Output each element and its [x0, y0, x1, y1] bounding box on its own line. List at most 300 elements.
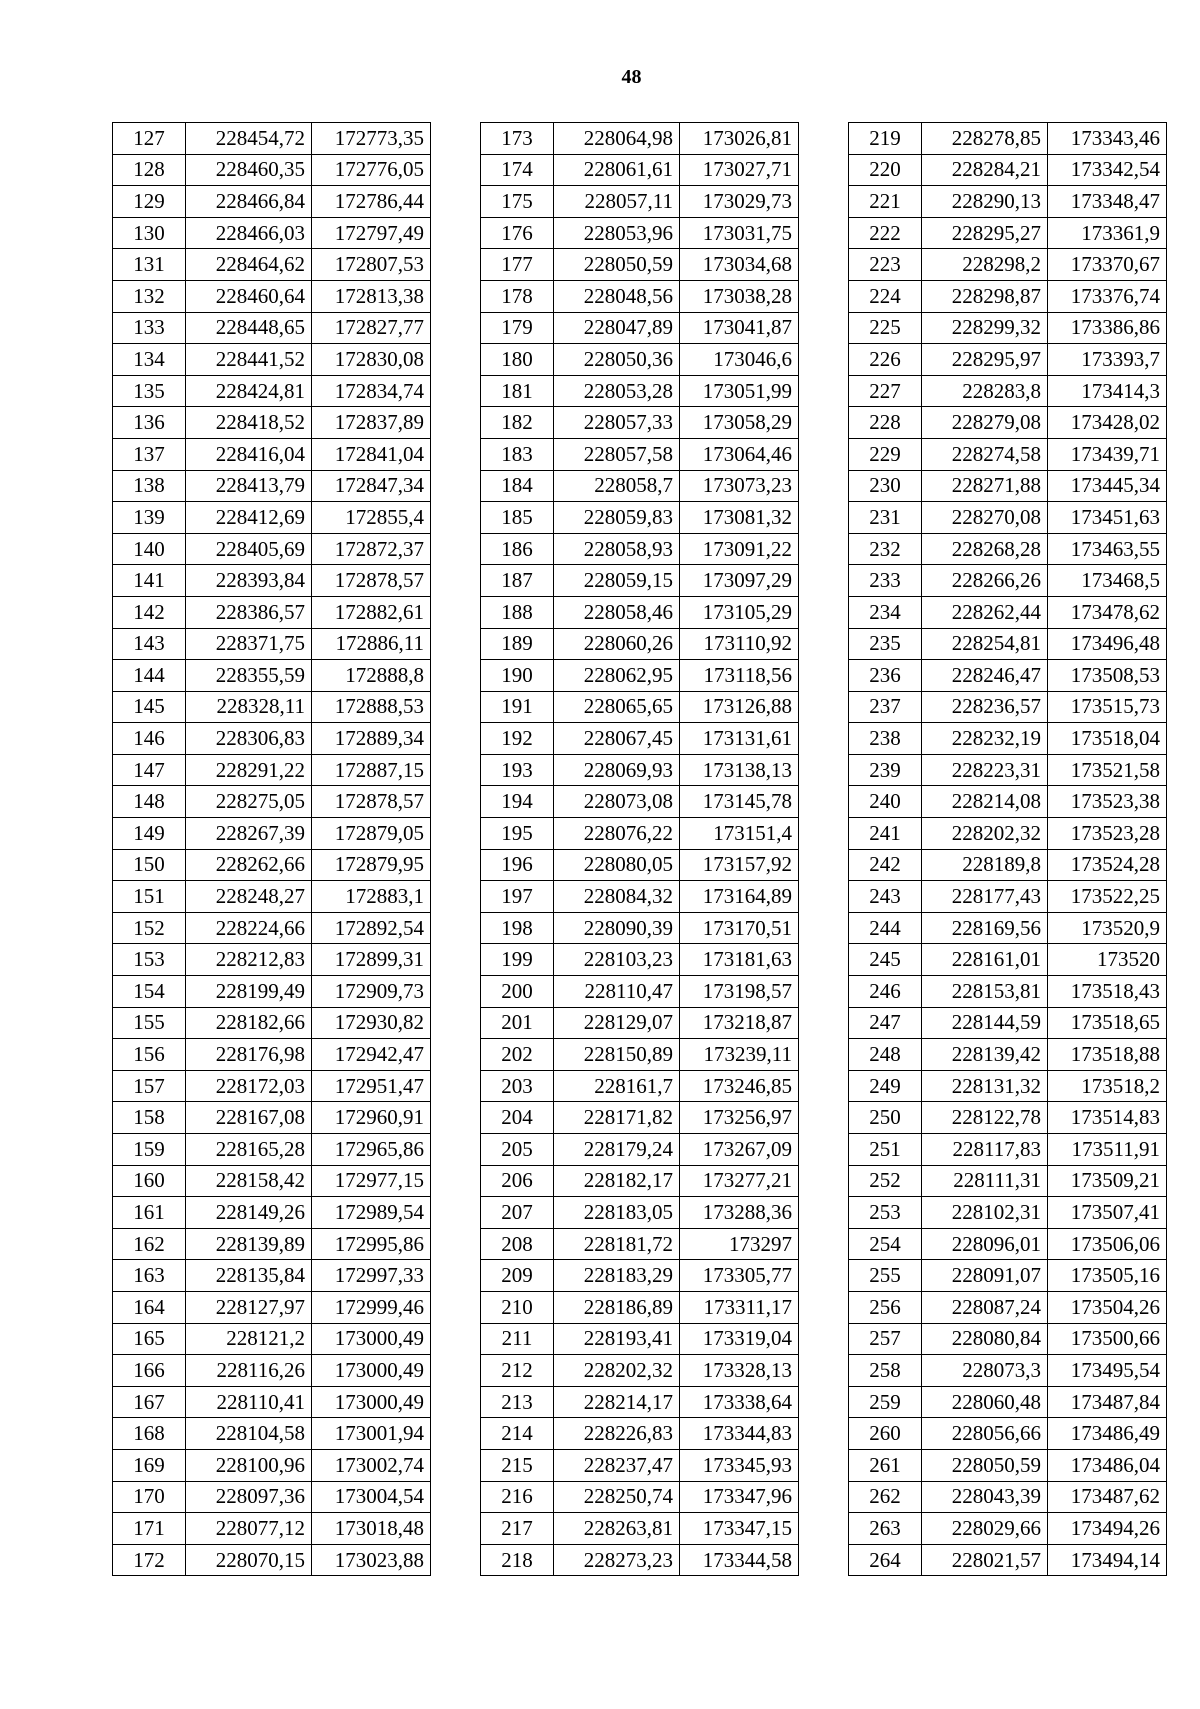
table-row [113, 1039, 431, 1071]
x-coordinate-cell: 228117,83 [922, 1134, 1048, 1166]
x-coordinate-cell: 228298,2 [922, 249, 1048, 281]
y-coordinate-cell: 173018,48 [312, 1513, 431, 1545]
point-number-cell: 173 [481, 123, 554, 155]
x-coordinate-cell: 228266,26 [922, 565, 1048, 597]
x-coordinate-cell: 228246,47 [922, 660, 1048, 692]
point-number-cell: 208 [481, 1228, 554, 1260]
y-coordinate-cell: 173347,15 [680, 1513, 799, 1545]
x-coordinate-cell: 228110,47 [554, 976, 680, 1008]
point-number-cell: 235 [849, 628, 922, 660]
x-coordinate-cell: 228278,85 [922, 123, 1048, 155]
table-row [481, 1323, 799, 1355]
y-coordinate-cell: 173521,58 [1048, 754, 1167, 786]
point-number-cell: 260 [849, 1418, 922, 1450]
point-number-cell: 206 [481, 1165, 554, 1197]
x-coordinate-cell: 228073,3 [922, 1355, 1048, 1387]
y-coordinate-cell: 173518,2 [1048, 1070, 1167, 1102]
x-coordinate-cell: 228460,35 [186, 154, 312, 186]
x-coordinate-cell: 228176,98 [186, 1039, 312, 1071]
x-coordinate-cell: 228202,32 [922, 818, 1048, 850]
point-number-cell: 141 [113, 565, 186, 597]
point-number-cell: 198 [481, 912, 554, 944]
point-number-cell: 217 [481, 1513, 554, 1545]
table-row [849, 312, 1167, 344]
point-number-cell: 169 [113, 1449, 186, 1481]
y-coordinate-cell: 172995,86 [312, 1228, 431, 1260]
point-number-cell: 156 [113, 1039, 186, 1071]
table-row [849, 533, 1167, 565]
point-number-cell: 183 [481, 438, 554, 470]
table-row [481, 1481, 799, 1513]
table-row [481, 786, 799, 818]
x-coordinate-cell: 228050,59 [554, 249, 680, 281]
point-number-cell: 162 [113, 1228, 186, 1260]
point-number-cell: 257 [849, 1323, 922, 1355]
table-row [849, 1544, 1167, 1576]
x-coordinate-cell: 228283,8 [922, 375, 1048, 407]
point-number-cell: 178 [481, 280, 554, 312]
y-coordinate-cell: 173000,49 [312, 1323, 431, 1355]
x-coordinate-cell: 228121,2 [186, 1323, 312, 1355]
table-row [113, 818, 431, 850]
y-coordinate-cell: 173328,13 [680, 1355, 799, 1387]
y-coordinate-cell: 173370,67 [1048, 249, 1167, 281]
x-coordinate-cell: 228053,28 [554, 375, 680, 407]
point-number-cell: 246 [849, 976, 922, 1008]
point-number-cell: 249 [849, 1070, 922, 1102]
y-coordinate-cell: 173256,97 [680, 1102, 799, 1134]
point-number-cell: 144 [113, 660, 186, 692]
x-coordinate-cell: 228057,33 [554, 407, 680, 439]
table-row [849, 280, 1167, 312]
point-number-cell: 211 [481, 1323, 554, 1355]
table-row [113, 312, 431, 344]
y-coordinate-cell: 173515,73 [1048, 691, 1167, 723]
table-row [113, 1102, 431, 1134]
table-row [113, 912, 431, 944]
point-number-cell: 234 [849, 596, 922, 628]
y-coordinate-cell: 172786,44 [312, 186, 431, 218]
x-coordinate-cell: 228161,01 [922, 944, 1048, 976]
point-number-cell: 146 [113, 723, 186, 755]
table-row [481, 217, 799, 249]
x-coordinate-cell: 228050,36 [554, 344, 680, 376]
y-coordinate-cell: 173518,04 [1048, 723, 1167, 755]
point-number-cell: 207 [481, 1197, 554, 1229]
y-coordinate-cell: 172847,34 [312, 470, 431, 502]
table-row [849, 754, 1167, 786]
x-coordinate-cell: 228181,72 [554, 1228, 680, 1260]
y-coordinate-cell: 173343,46 [1048, 123, 1167, 155]
table-row [481, 565, 799, 597]
y-coordinate-cell: 173110,92 [680, 628, 799, 660]
table-row [113, 375, 431, 407]
x-coordinate-cell: 228177,43 [922, 881, 1048, 913]
table-row [481, 1134, 799, 1166]
table-row [849, 723, 1167, 755]
table-row [849, 818, 1167, 850]
point-number-cell: 163 [113, 1260, 186, 1292]
x-coordinate-cell: 228076,22 [554, 818, 680, 850]
x-coordinate-cell: 228058,7 [554, 470, 680, 502]
y-coordinate-cell: 172899,31 [312, 944, 431, 976]
table-row [849, 1291, 1167, 1323]
x-coordinate-cell: 228248,27 [186, 881, 312, 913]
y-coordinate-cell: 173386,86 [1048, 312, 1167, 344]
table-row [113, 881, 431, 913]
x-coordinate-cell: 228103,23 [554, 944, 680, 976]
x-coordinate-cell: 228077,12 [186, 1513, 312, 1545]
x-coordinate-cell: 228299,32 [922, 312, 1048, 344]
x-coordinate-cell: 228110,41 [186, 1386, 312, 1418]
y-coordinate-cell: 173118,56 [680, 660, 799, 692]
point-number-cell: 136 [113, 407, 186, 439]
table-row [849, 1039, 1167, 1071]
table-row [849, 123, 1167, 155]
table-row [113, 1134, 431, 1166]
x-coordinate-cell: 228254,81 [922, 628, 1048, 660]
point-number-cell: 140 [113, 533, 186, 565]
y-coordinate-cell: 173000,49 [312, 1386, 431, 1418]
x-coordinate-cell: 228371,75 [186, 628, 312, 660]
point-number-cell: 263 [849, 1513, 922, 1545]
x-coordinate-cell: 228161,7 [554, 1070, 680, 1102]
point-number-cell: 187 [481, 565, 554, 597]
x-coordinate-cell: 228182,17 [554, 1165, 680, 1197]
point-number-cell: 132 [113, 280, 186, 312]
y-coordinate-cell: 172837,89 [312, 407, 431, 439]
y-coordinate-cell: 173445,34 [1048, 470, 1167, 502]
table-row [481, 881, 799, 913]
y-coordinate-cell: 173518,43 [1048, 976, 1167, 1008]
y-coordinate-cell: 173486,04 [1048, 1449, 1167, 1481]
x-coordinate-cell: 228047,89 [554, 312, 680, 344]
table-row [849, 1386, 1167, 1418]
point-number-cell: 174 [481, 154, 554, 186]
table-row [113, 249, 431, 281]
table-row [113, 186, 431, 218]
y-coordinate-cell: 172997,33 [312, 1260, 431, 1292]
point-number-cell: 250 [849, 1102, 922, 1134]
x-coordinate-cell: 228043,39 [922, 1481, 1048, 1513]
y-coordinate-cell: 172797,49 [312, 217, 431, 249]
table-row [113, 1355, 431, 1387]
point-number-cell: 215 [481, 1449, 554, 1481]
y-coordinate-cell: 173508,53 [1048, 660, 1167, 692]
x-coordinate-cell: 228139,89 [186, 1228, 312, 1260]
y-coordinate-cell: 173451,63 [1048, 502, 1167, 534]
table-row [113, 502, 431, 534]
table-row [849, 154, 1167, 186]
x-coordinate-cell: 228262,66 [186, 849, 312, 881]
point-number-cell: 138 [113, 470, 186, 502]
x-coordinate-cell: 228056,66 [922, 1418, 1048, 1450]
x-coordinate-cell: 228057,58 [554, 438, 680, 470]
point-number-cell: 167 [113, 1386, 186, 1418]
point-number-cell: 129 [113, 186, 186, 218]
table-row [113, 344, 431, 376]
y-coordinate-cell: 172909,73 [312, 976, 431, 1008]
table-row [113, 1291, 431, 1323]
point-number-cell: 196 [481, 849, 554, 881]
table-row [113, 1418, 431, 1450]
x-coordinate-cell: 228060,48 [922, 1386, 1048, 1418]
y-coordinate-cell: 173348,47 [1048, 186, 1167, 218]
table-row [481, 375, 799, 407]
y-coordinate-cell: 173428,02 [1048, 407, 1167, 439]
point-number-cell: 171 [113, 1513, 186, 1545]
point-number-cell: 134 [113, 344, 186, 376]
point-number-cell: 139 [113, 502, 186, 534]
x-coordinate-cell: 228058,46 [554, 596, 680, 628]
table-row [113, 280, 431, 312]
y-coordinate-cell: 173181,63 [680, 944, 799, 976]
point-number-cell: 161 [113, 1197, 186, 1229]
y-coordinate-cell: 172889,34 [312, 723, 431, 755]
point-number-cell: 255 [849, 1260, 922, 1292]
x-coordinate-cell: 228116,26 [186, 1355, 312, 1387]
point-number-cell: 237 [849, 691, 922, 723]
y-coordinate-cell: 172878,57 [312, 565, 431, 597]
y-coordinate-cell: 173494,14 [1048, 1544, 1167, 1576]
x-coordinate-cell: 228135,84 [186, 1260, 312, 1292]
y-coordinate-cell: 172878,57 [312, 786, 431, 818]
point-number-cell: 165 [113, 1323, 186, 1355]
point-number-cell: 205 [481, 1134, 554, 1166]
point-number-cell: 233 [849, 565, 922, 597]
table-row [481, 1260, 799, 1292]
x-coordinate-cell: 228466,84 [186, 186, 312, 218]
y-coordinate-cell: 173131,61 [680, 723, 799, 755]
point-number-cell: 261 [849, 1449, 922, 1481]
y-coordinate-cell: 173344,83 [680, 1418, 799, 1450]
x-coordinate-cell: 228021,57 [922, 1544, 1048, 1576]
x-coordinate-cell: 228224,66 [186, 912, 312, 944]
y-coordinate-cell: 173342,54 [1048, 154, 1167, 186]
point-number-cell: 209 [481, 1260, 554, 1292]
x-coordinate-cell: 228064,98 [554, 123, 680, 155]
point-number-cell: 148 [113, 786, 186, 818]
y-coordinate-cell: 173507,41 [1048, 1197, 1167, 1229]
x-coordinate-cell: 228087,24 [922, 1291, 1048, 1323]
table-row [849, 407, 1167, 439]
y-coordinate-cell: 172886,11 [312, 628, 431, 660]
table-row [849, 976, 1167, 1008]
y-coordinate-cell: 172882,61 [312, 596, 431, 628]
x-coordinate-cell: 228193,41 [554, 1323, 680, 1355]
x-coordinate-cell: 228464,62 [186, 249, 312, 281]
point-number-cell: 150 [113, 849, 186, 881]
point-number-cell: 225 [849, 312, 922, 344]
table-row [849, 1513, 1167, 1545]
table-row [849, 1323, 1167, 1355]
point-number-cell: 154 [113, 976, 186, 1008]
x-coordinate-cell: 228183,29 [554, 1260, 680, 1292]
x-coordinate-cell: 228454,72 [186, 123, 312, 155]
y-coordinate-cell: 173277,21 [680, 1165, 799, 1197]
y-coordinate-cell: 173097,29 [680, 565, 799, 597]
table-row [113, 723, 431, 755]
y-coordinate-cell: 173514,83 [1048, 1102, 1167, 1134]
y-coordinate-cell: 173073,23 [680, 470, 799, 502]
point-number-cell: 229 [849, 438, 922, 470]
point-number-cell: 236 [849, 660, 922, 692]
y-coordinate-cell: 172960,91 [312, 1102, 431, 1134]
table-row [481, 1165, 799, 1197]
table-row [849, 849, 1167, 881]
table-row [113, 123, 431, 155]
point-number-cell: 197 [481, 881, 554, 913]
point-number-cell: 172 [113, 1544, 186, 1576]
x-coordinate-cell: 228084,32 [554, 881, 680, 913]
point-number-cell: 181 [481, 375, 554, 407]
point-number-cell: 212 [481, 1355, 554, 1387]
y-coordinate-cell: 173051,99 [680, 375, 799, 407]
y-coordinate-cell: 172807,53 [312, 249, 431, 281]
point-number-cell: 231 [849, 502, 922, 534]
y-coordinate-cell: 173198,57 [680, 976, 799, 1008]
x-coordinate-cell: 228097,36 [186, 1481, 312, 1513]
point-number-cell: 241 [849, 818, 922, 850]
x-coordinate-cell: 228214,17 [554, 1386, 680, 1418]
point-number-cell: 164 [113, 1291, 186, 1323]
table-row [481, 912, 799, 944]
table-row [849, 596, 1167, 628]
y-coordinate-cell: 173164,89 [680, 881, 799, 913]
y-coordinate-cell: 173218,87 [680, 1007, 799, 1039]
x-coordinate-cell: 228179,24 [554, 1134, 680, 1166]
y-coordinate-cell: 173511,91 [1048, 1134, 1167, 1166]
y-coordinate-cell: 173495,54 [1048, 1355, 1167, 1387]
y-coordinate-cell: 173267,09 [680, 1134, 799, 1166]
point-number-cell: 152 [113, 912, 186, 944]
y-coordinate-cell: 172872,37 [312, 533, 431, 565]
point-number-cell: 243 [849, 881, 922, 913]
y-coordinate-cell: 172887,15 [312, 754, 431, 786]
point-number-cell: 253 [849, 1197, 922, 1229]
point-number-cell: 182 [481, 407, 554, 439]
table-row [113, 628, 431, 660]
point-number-cell: 221 [849, 186, 922, 218]
x-coordinate-cell: 228070,15 [186, 1544, 312, 1576]
y-coordinate-cell: 173126,88 [680, 691, 799, 723]
point-number-cell: 190 [481, 660, 554, 692]
point-number-cell: 160 [113, 1165, 186, 1197]
y-coordinate-cell: 172830,08 [312, 344, 431, 376]
point-number-cell: 244 [849, 912, 922, 944]
x-coordinate-cell: 228199,49 [186, 976, 312, 1008]
table-row [849, 786, 1167, 818]
table-row [113, 1323, 431, 1355]
y-coordinate-cell: 173344,58 [680, 1544, 799, 1576]
coordinates-table-1 [112, 122, 431, 1576]
table-row [113, 565, 431, 597]
point-number-cell: 153 [113, 944, 186, 976]
point-number-cell: 170 [113, 1481, 186, 1513]
table-row [481, 1418, 799, 1450]
x-coordinate-cell: 228059,15 [554, 565, 680, 597]
y-coordinate-cell: 173151,4 [680, 818, 799, 850]
x-coordinate-cell: 228080,05 [554, 849, 680, 881]
x-coordinate-cell: 228100,96 [186, 1449, 312, 1481]
table-row [849, 344, 1167, 376]
point-number-cell: 158 [113, 1102, 186, 1134]
table-row [113, 1449, 431, 1481]
x-coordinate-cell: 228237,47 [554, 1449, 680, 1481]
x-coordinate-cell: 228090,39 [554, 912, 680, 944]
page-number: 48 [621, 66, 642, 88]
table-row [481, 1197, 799, 1229]
table-row [481, 1070, 799, 1102]
point-number-cell: 203 [481, 1070, 554, 1102]
y-coordinate-cell: 172892,54 [312, 912, 431, 944]
point-number-cell: 242 [849, 849, 922, 881]
y-coordinate-cell: 173023,88 [312, 1544, 431, 1576]
point-number-cell: 142 [113, 596, 186, 628]
point-number-cell: 254 [849, 1228, 922, 1260]
y-coordinate-cell: 173345,93 [680, 1449, 799, 1481]
y-coordinate-cell: 173038,28 [680, 280, 799, 312]
y-coordinate-cell: 172888,53 [312, 691, 431, 723]
table-row [481, 660, 799, 692]
table-row [849, 1481, 1167, 1513]
x-coordinate-cell: 228448,65 [186, 312, 312, 344]
table-row [849, 944, 1167, 976]
x-coordinate-cell: 228096,01 [922, 1228, 1048, 1260]
table-row [849, 249, 1167, 281]
y-coordinate-cell: 173041,87 [680, 312, 799, 344]
table-row [849, 375, 1167, 407]
y-coordinate-cell: 173524,28 [1048, 849, 1167, 881]
y-coordinate-cell: 173520 [1048, 944, 1167, 976]
point-number-cell: 184 [481, 470, 554, 502]
table-row [481, 1039, 799, 1071]
y-coordinate-cell: 173509,21 [1048, 1165, 1167, 1197]
table-row [849, 1228, 1167, 1260]
point-number-cell: 194 [481, 786, 554, 818]
y-coordinate-cell: 173496,48 [1048, 628, 1167, 660]
point-number-cell: 166 [113, 1355, 186, 1387]
point-number-cell: 176 [481, 217, 554, 249]
y-coordinate-cell: 172977,15 [312, 1165, 431, 1197]
x-coordinate-cell: 228263,81 [554, 1513, 680, 1545]
x-coordinate-cell: 228048,56 [554, 280, 680, 312]
x-coordinate-cell: 228418,52 [186, 407, 312, 439]
x-coordinate-cell: 228131,32 [922, 1070, 1048, 1102]
y-coordinate-cell: 172883,1 [312, 881, 431, 913]
x-coordinate-cell: 228172,03 [186, 1070, 312, 1102]
table-row [481, 312, 799, 344]
y-coordinate-cell: 173518,88 [1048, 1039, 1167, 1071]
y-coordinate-cell: 173002,74 [312, 1449, 431, 1481]
point-number-cell: 145 [113, 691, 186, 723]
point-number-cell: 210 [481, 1291, 554, 1323]
table-row [113, 1544, 431, 1576]
point-number-cell: 216 [481, 1481, 554, 1513]
x-coordinate-cell: 228267,39 [186, 818, 312, 850]
y-coordinate-cell: 173522,25 [1048, 881, 1167, 913]
x-coordinate-cell: 228279,08 [922, 407, 1048, 439]
y-coordinate-cell: 173001,94 [312, 1418, 431, 1450]
point-number-cell: 202 [481, 1039, 554, 1071]
table-row [481, 1007, 799, 1039]
point-number-cell: 227 [849, 375, 922, 407]
point-number-cell: 251 [849, 1134, 922, 1166]
y-coordinate-cell: 173311,17 [680, 1291, 799, 1323]
point-number-cell: 200 [481, 976, 554, 1008]
y-coordinate-cell: 173523,38 [1048, 786, 1167, 818]
y-coordinate-cell: 172855,4 [312, 502, 431, 534]
